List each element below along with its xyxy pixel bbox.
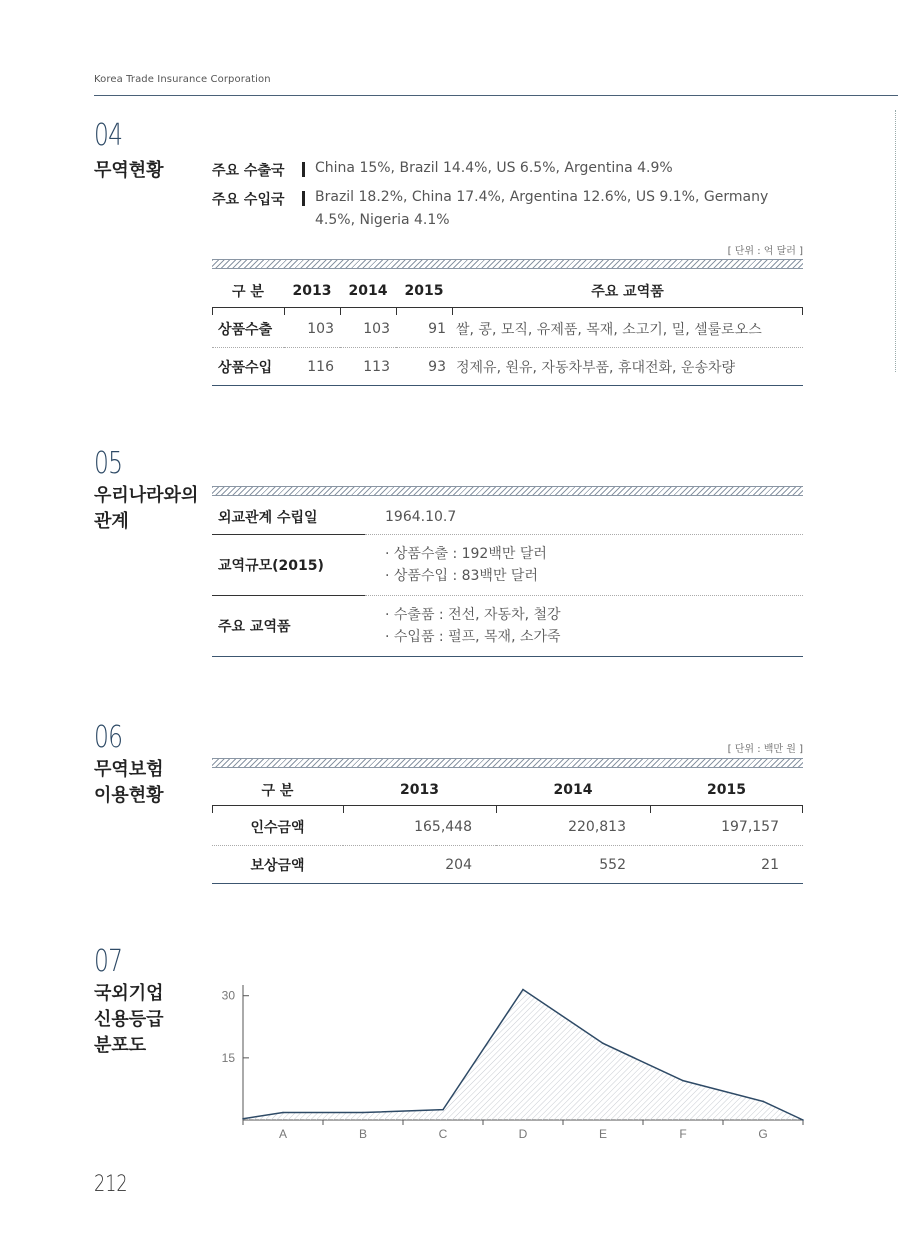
col-header-category: 구 분 [261,783,294,799]
tick [650,805,651,813]
section-07-title-line1: 국외기업 [94,983,164,1004]
import-countries-value-line2: 4.5%, Nigeria 4.1% [315,212,450,228]
x-tick-label: G [758,1127,768,1141]
x-tick-label: E [598,1127,608,1141]
export-countries-label: 주요 수출국 [212,163,285,179]
row-label: 상품수입 [212,348,284,386]
import-countries-label: 주요 수입국 [212,192,285,208]
page-number: 212 [94,1172,128,1197]
col-header-2015: 2015 [404,283,444,299]
trade-status-table [212,272,803,386]
data-point [362,1112,364,1114]
hatch-bar [212,486,803,496]
value-line: · 수출품 : 전선, 자동차, 철강 [385,607,561,623]
data-point [762,1101,764,1103]
row-value [365,535,803,596]
row-label: 보상금액 [212,846,343,884]
x-tick-label: F [679,1127,687,1141]
cell-value: 113 [340,348,396,386]
tick [452,307,453,315]
x-tick-label: D [518,1127,528,1141]
row-key: 주요 교역품 [212,596,365,657]
data-point [522,989,524,991]
y-tick-label: 15 [221,1050,235,1065]
hatch-bar [212,758,803,768]
data-point [682,1080,684,1082]
col-header-2013: 2013 [400,782,439,798]
tick [802,805,803,813]
export-countries-value: China 15%, Brazil 14.4%, US 6.5%, Argentina 4.9% [315,160,673,176]
import-countries-value-line1: Brazil 18.2%, China 17.4%, Argentina 12.6%, US 9.1%, Germany [315,189,769,205]
col-header-2014: 2014 [553,782,593,798]
tick [396,307,397,315]
cell-value: 116 [284,348,340,386]
section-06-title-line1: 무역보험 [94,759,164,780]
insurance-usage-table [212,772,803,884]
col-header-2013: 2013 [292,283,332,299]
area-fill [243,990,803,1121]
table-row [212,808,803,846]
row-label: 인수금액 [212,808,343,846]
col-header-category: 구 분 [232,284,264,300]
tick [212,805,213,813]
section-04-number: 04 [94,118,123,153]
tick [343,805,344,813]
table-row [212,846,803,884]
tick [496,805,497,813]
data-point [802,1119,804,1121]
cell-value: 21 [650,846,803,884]
cell-items: 쌀, 콩, 모직, 유제품, 목재, 소고기, 밀, 셀룰로오스 [452,310,803,348]
cell-value: 91 [396,310,452,348]
row-key: 교역규모(2015) [212,535,365,596]
section-05-title-line2: 관계 [94,511,129,532]
header-org-name: Korea Trade Insurance Corporation [94,74,271,85]
x-tick-label: C [438,1127,448,1141]
tick [802,307,803,315]
data-point [602,1043,604,1045]
table-04-header-rule [212,307,803,308]
section-06-title-line2: 이용현황 [94,785,164,806]
tick [212,307,213,315]
tick [284,307,285,315]
header-divider [94,95,898,96]
table-row [212,596,803,657]
cell-value: 93 [396,348,452,386]
col-header-2015: 2015 [707,782,746,798]
table-row [212,535,803,596]
cell-value: 165,448 [343,808,496,846]
section-06-number: 06 [94,720,123,755]
section-05-title-line1: 우리나라와의 [94,485,199,506]
tick [340,307,341,315]
section-04-title: 무역현황 [94,160,164,181]
table-06-unit: [ 단위 : 백만 원 ] [727,744,803,755]
value-line: 1964.10.7 [385,508,457,525]
table-row [212,310,803,348]
cell-value: 204 [343,846,496,884]
col-header-2014: 2014 [348,283,388,299]
row-value [365,499,803,535]
cell-value: 197,157 [650,808,803,846]
cell-items: 정제유, 원유, 자동차부품, 휴대전화, 운송차량 [452,348,803,386]
label-bar [302,191,305,206]
table-row [212,348,803,386]
x-tick-label: B [358,1127,368,1141]
row-label: 상품수출 [212,310,284,348]
table-06-header-rule [212,805,803,806]
data-point [282,1112,284,1114]
table-row [212,499,803,535]
row-value [365,596,803,657]
cell-value: 220,813 [496,808,650,846]
y-tick-label: 30 [221,988,235,1003]
section-07-title-line2: 신용등급 [94,1009,164,1030]
section-05-number: 05 [94,446,123,481]
korea-relations-table [212,499,803,657]
row-key: 외교관계 수립일 [212,499,365,535]
hatch-bar [212,259,803,269]
value-line: · 상품수출 : 192백만 달러 [385,546,547,562]
value-line: · 수입품 : 펄프, 목재, 소가죽 [385,629,561,645]
col-header-items: 주요 교역품 [591,284,664,300]
section-07-title-line3: 분포도 [94,1035,147,1056]
data-point [242,1118,244,1120]
section-07-number: 07 [94,944,123,979]
cell-value: 103 [340,310,396,348]
cell-value: 552 [496,846,650,884]
credit-rating-distribution-chart [200,970,820,1150]
data-point [442,1109,444,1111]
value-line: · 상품수입 : 83백만 달러 [385,568,538,584]
side-dotted-rule [895,110,896,372]
table-04-unit: [ 단위 : 억 달러 ] [727,246,803,257]
label-bar [302,162,305,177]
x-tick-label: A [278,1127,288,1141]
cell-value: 103 [284,310,340,348]
